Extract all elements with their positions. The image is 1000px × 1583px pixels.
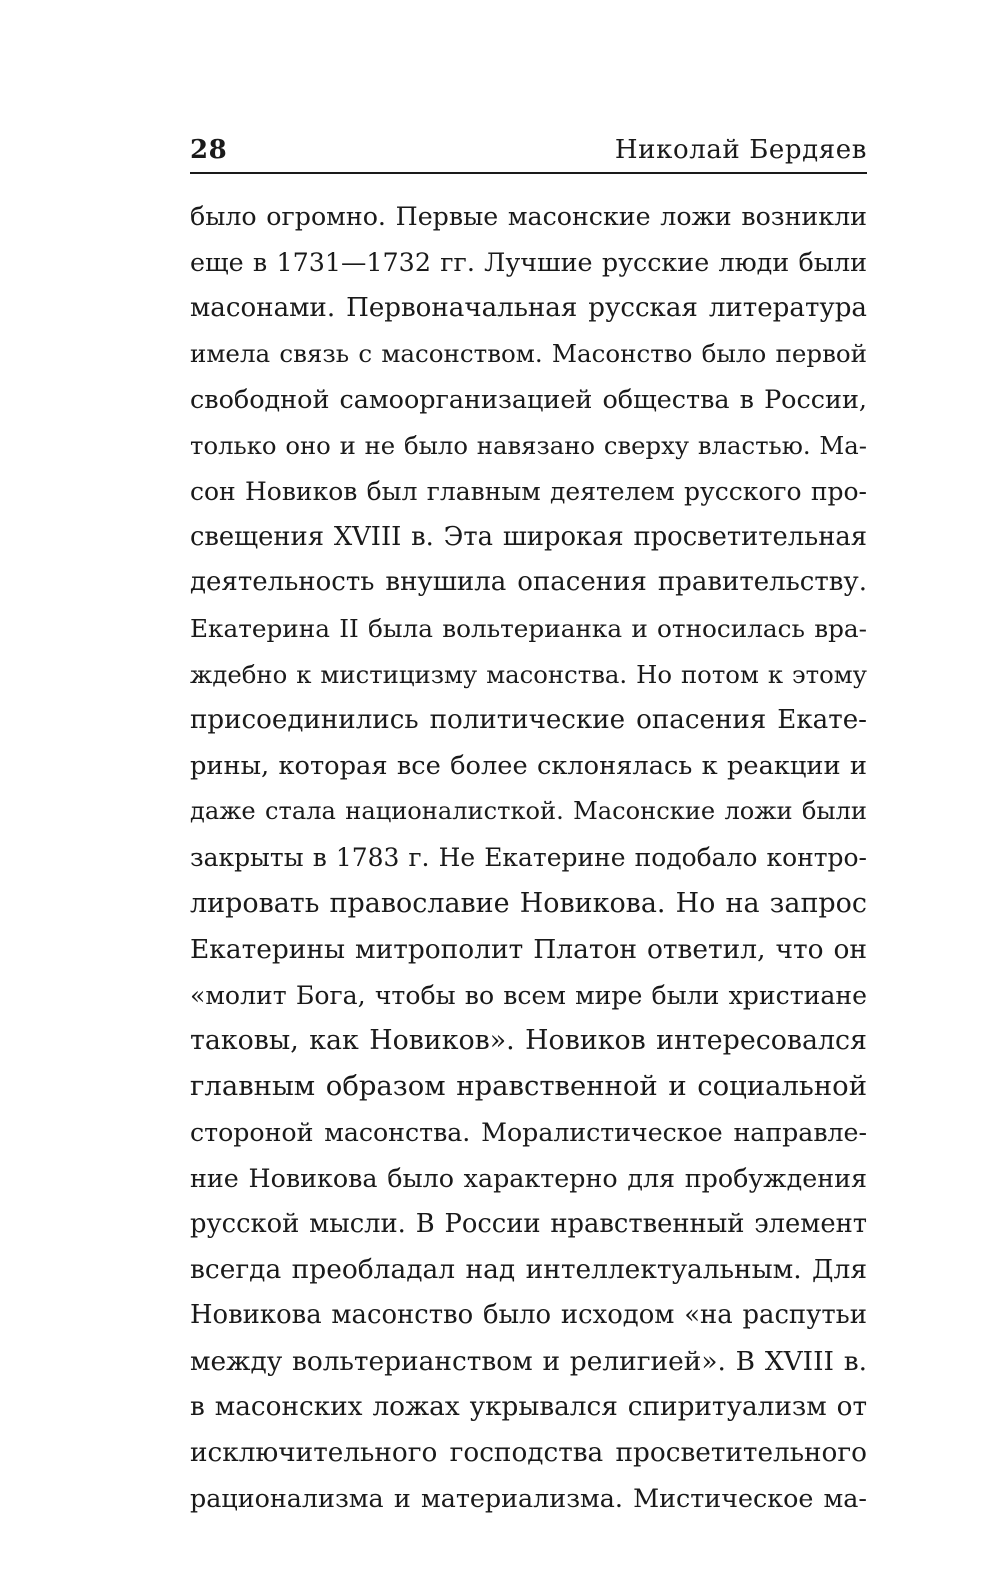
text-line: рины, которая все более склонялась к реакции и xyxy=(190,750,867,781)
text-line: только оно и не было навязано сверху властью. Ма- xyxy=(190,430,867,460)
text-line: еще в 1731—1732 гг. Лучшие русские люди были xyxy=(190,246,867,277)
text-line: рационализма и материализма. Мистическое ма- xyxy=(190,1483,867,1514)
page-number: 28 xyxy=(190,135,228,165)
text-line: ние Новикова было характерно для пробуждения xyxy=(190,1162,867,1193)
text-line: «молит Бога, чтобы во всем мире были христиане xyxy=(190,980,867,1010)
text-line: Новикова масонство было исходом «на распутьи xyxy=(190,1300,867,1331)
text-line: ждебно к мистицизму масонства. Но потом к этому xyxy=(190,659,867,689)
text-line: свещения XVIII в. Эта широкая просветительная xyxy=(190,521,867,552)
text-line: главным образом нравственной и социальной xyxy=(190,1071,867,1103)
text-line: исключительного господства просветительного xyxy=(190,1437,867,1468)
text-line: присоединились политические опасения Екате- xyxy=(190,704,867,735)
text-line: было огромно. Первые масонские ложи возникли xyxy=(190,202,867,231)
text-line: сон Новиков был главным деятелем русского про- xyxy=(190,476,867,506)
text-line: даже стала националисткой. Масонские ложи были xyxy=(190,797,867,826)
header-rule xyxy=(190,172,867,174)
text-line: деятельность внушила опасения правительству. xyxy=(190,567,867,598)
text-line: между вольтерианством и религией». В XVIII в. xyxy=(190,1345,867,1377)
text-line: таковы, как Новиков». Новиков интересовался xyxy=(190,1025,867,1057)
text-line: Екатерины митрополит Платон ответил, что он xyxy=(190,933,867,965)
text-line: имела связь с масонством. Масонство было первой xyxy=(190,339,867,369)
text-line: в масонских ложах укрывался спиритуализм от xyxy=(190,1391,867,1422)
text-line: свободной самоорганизацией общества в России, xyxy=(190,384,867,415)
text-line: всегда преобладал над интеллектуальным. Для xyxy=(190,1254,867,1286)
text-line: стороной масонства. Моралистическое направле- xyxy=(190,1117,867,1147)
text-line: лировать православие Новикова. Но на запрос xyxy=(190,887,867,919)
running-header-author: Николай Бердяев xyxy=(614,135,867,165)
text-line: Екатерина II была вольтерианка и относилась вра- xyxy=(190,614,867,644)
text-line: закрыты в 1783 г. Не Екатерине подобало контро- xyxy=(190,843,867,873)
text-line: масонами. Первоначальная русская литература xyxy=(190,292,867,323)
body-text xyxy=(190,194,867,1522)
text-line: русской мысли. В России нравственный элемент xyxy=(190,1208,867,1239)
